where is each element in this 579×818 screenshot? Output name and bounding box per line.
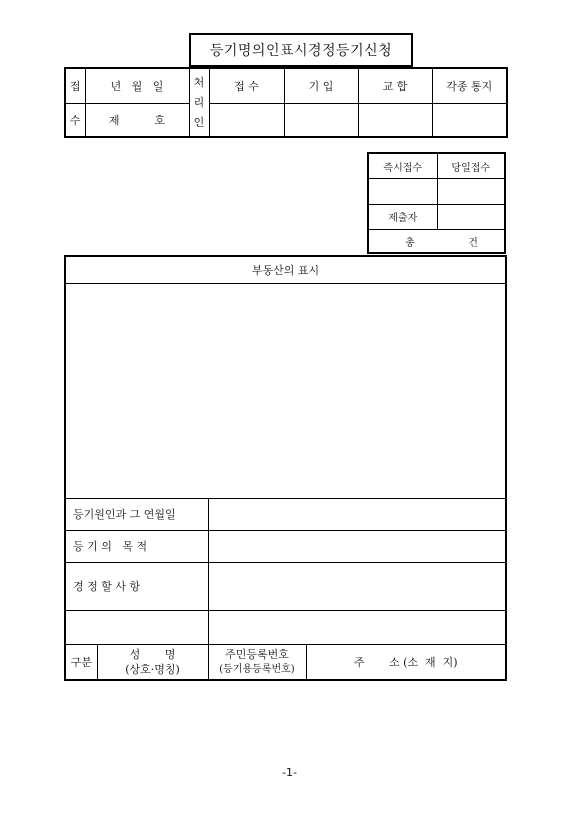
- immediate-reception-cell[interactable]: [368, 179, 437, 205]
- page-number: -1-: [282, 766, 297, 779]
- document-title: 등기명의인표시경정등기신청: [189, 33, 413, 67]
- col-notifications: 각종 통지: [432, 68, 507, 103]
- count-unit-label: 건: [468, 237, 478, 249]
- name-header-bottom: (상호·명칭): [125, 662, 180, 676]
- name-header-top: 성 명: [129, 647, 176, 661]
- entry-cell[interactable]: [284, 103, 358, 137]
- processor-char-1: 처: [193, 75, 205, 89]
- name-header: [97, 644, 208, 680]
- property-header: 부동산의 표시: [65, 256, 506, 283]
- submitter-cell[interactable]: [437, 204, 505, 230]
- processor-char-2: 리: [193, 95, 205, 109]
- submitter-label: 제출자: [368, 204, 437, 230]
- reception-label-top: 접: [65, 68, 85, 103]
- same-day-reception-cell[interactable]: [437, 179, 505, 205]
- col-reception: 접 수: [209, 68, 284, 103]
- total-count: [368, 230, 505, 254]
- registration-purpose-label: 등 기 의 목 적: [65, 530, 208, 562]
- registration-number-header-top: 주민등록번호: [225, 647, 289, 661]
- application-form: [64, 255, 507, 681]
- correction-items-label: 경 정 할 사 항: [65, 562, 208, 610]
- date-label: 년 월 일: [85, 68, 189, 103]
- registration-number-header: [208, 644, 306, 680]
- processor-char-3: 인: [193, 115, 205, 129]
- notifications-cell[interactable]: [432, 103, 507, 137]
- immediate-reception-label: 즉시접수: [368, 153, 437, 179]
- number-label: 제 호: [85, 103, 189, 137]
- registration-number-header-bottom: (등기용등록번호): [219, 663, 295, 675]
- col-proofread: 교 합: [358, 68, 432, 103]
- processor-label: [189, 68, 209, 137]
- registration-purpose-field[interactable]: [208, 530, 506, 562]
- category-header: 구분: [65, 644, 97, 680]
- col-entry: 기 입: [284, 68, 358, 103]
- reception-table: [64, 67, 508, 138]
- cause-date-label: 등기원인과 그 연월일: [65, 498, 208, 530]
- correction-items-field[interactable]: [208, 562, 506, 610]
- address-header: 주 소 (소 재 지): [306, 644, 506, 680]
- reception-label-bottom: 수: [65, 103, 85, 137]
- blank-field-cell[interactable]: [208, 610, 506, 644]
- blank-label-cell: [65, 610, 208, 644]
- cause-date-field[interactable]: [208, 498, 506, 530]
- submission-box: [367, 152, 506, 254]
- total-label: 총: [405, 237, 415, 249]
- reception-cell[interactable]: [209, 103, 284, 137]
- proofread-cell[interactable]: [358, 103, 432, 137]
- property-description-area[interactable]: [65, 283, 506, 498]
- same-day-reception-label: 당일접수: [437, 153, 505, 179]
